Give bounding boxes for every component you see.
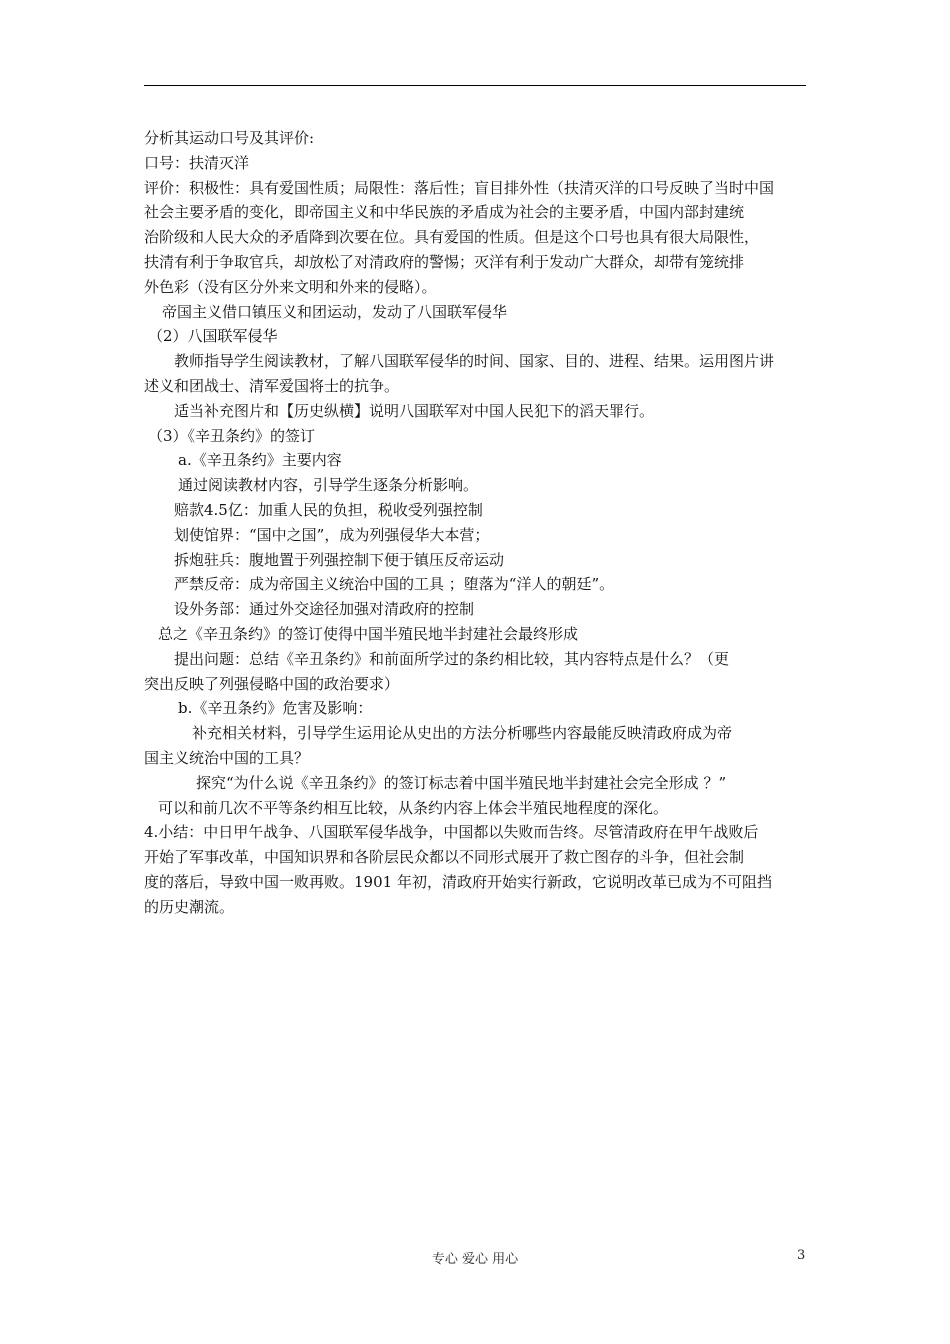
text-line: 适当补充图片和【历史纵横】说明八国联军对中国人民犯下的滔天罪行。 — [174, 401, 655, 420]
text-line: 设外务部：通过外交途径加强对清政府的控制 — [174, 600, 475, 619]
text-line: 的历史潮流。 — [144, 897, 235, 916]
text-line: 提出问题：总结《辛丑条约》和前面所学过的条约相比较，其内容特点是什么？（更 — [174, 649, 730, 668]
page-footer — [0, 1248, 950, 1272]
text-line: 严禁反帝：成为帝国主义统治中国的工具 ；堕落为“洋人的朝廷”。 — [174, 575, 615, 594]
summary-line: 4.小结：中日甲午战争、八国联军侵华战争，中国都以失败而告终。尽管清政府在甲午战败后 — [144, 823, 759, 842]
text-line: 评价：积极性：具有爱国性质；局限性：落后性；盲目排外性（扶清灭洋的口号反映了当时中国 — [144, 178, 775, 197]
text-line: 帝国主义借口镇压义和团运动，发动了八国联军侵华 — [162, 302, 508, 321]
subsection-heading: a.《辛丑条约》主要内容 — [178, 451, 342, 470]
text-line: 划使馆界：“国中之国”，成为列强侵华大本营； — [174, 525, 490, 544]
text-line: 拆炮驻兵：腹地置于列强控制下便于镇压反帝运动 — [174, 550, 505, 569]
text-line: 扶清有利于争取官兵，却放松了对清政府的警惕；灭洋有利于发动广大群众，却带有笼统排 — [144, 252, 745, 271]
text-line: 社会主要矛盾的变化，即帝国主义和中华民族的矛盾成为社会的主要矛盾，中国内部封建统 — [144, 203, 745, 222]
text-line: 教师指导学生阅读教材，了解八国联军侵华的时间、国家、目的、进程、结果。运用图片讲 — [174, 352, 775, 371]
text-line: 总之《辛丑条约》的签订使得中国半殖民地半封建社会最终形成 — [158, 624, 579, 643]
section-heading: （3）《辛丑条约》的签订 — [148, 426, 316, 445]
text-line: 开始了军事改革，中国知识界和各阶层民众都以不同形式展开了救亡图存的斗争，但社会制 — [144, 848, 745, 867]
text-line: 分析其运动口号及其评价: — [144, 129, 315, 147]
header-rule — [144, 85, 806, 86]
text-line: 国主义统治中国的工具？ — [144, 748, 310, 767]
section-heading: （2）八国联军侵华 — [148, 327, 278, 346]
text-line: 治阶级和人民大众的矛盾降到次要在位。具有爱国的性质。但是这个口号也具有很大局限性， — [144, 228, 760, 247]
document-body — [144, 126, 814, 920]
text-line: 外色彩（没有区分外来文明和外来的侵略）。 — [144, 277, 437, 296]
footer-slogan: 专心 爱心 用心 — [431, 1252, 519, 1267]
page-number: 3 — [797, 1248, 806, 1263]
text-line: 赔款4.5亿：加重人民的负担，税收受列强控制 — [174, 500, 483, 519]
text-line: 突出反映了列强侵略中国的政治要求） — [144, 674, 400, 693]
text-line: 度的落后，导致中国一败再败。1901 年初，清政府开始实行新政，它说明改革已成为不可阻挡 — [144, 872, 772, 891]
text-line: 通过阅读教材内容，引导学生逐条分析影响。 — [178, 476, 479, 495]
text-line: 探究“为什么说《辛丑条约》的签订标志着中国半殖民地半封建社会完全形成 ？” — [196, 773, 727, 792]
text-line: 补充相关材料，引导学生运用论从史出的方法分析哪些内容最能反映清政府成为帝 — [192, 724, 733, 743]
subsection-heading: b.《辛丑条约》危害及影响： — [178, 699, 373, 718]
text-line: 口号：扶清灭洋 — [144, 153, 250, 172]
text-line: 述义和团战士、清军爱国将士的抗争。 — [144, 376, 400, 395]
text-line: 可以和前几次不平等条约相互比较，从条约内容上体会半殖民地程度的深化。 — [158, 798, 669, 817]
